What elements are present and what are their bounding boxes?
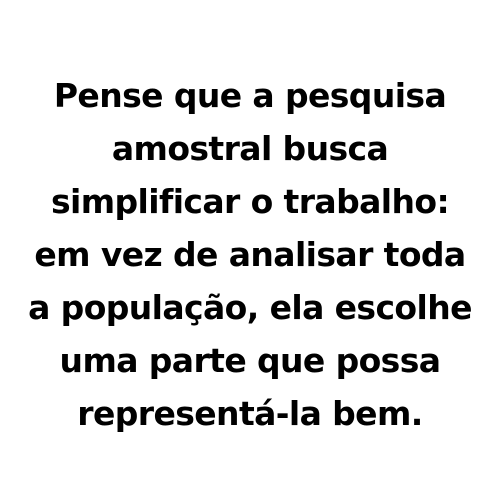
quote-line-5: a população, ela escolhe bbox=[28, 287, 472, 327]
quote-line-3: simplificar o trabalho: bbox=[50, 181, 450, 221]
quote-text bbox=[10, 69, 490, 440]
quote-line-7: representá-la bem. bbox=[77, 393, 423, 433]
quote-line-2: amostral busca bbox=[111, 128, 389, 168]
quote-line-6: uma parte que possa bbox=[59, 340, 441, 380]
quote-line-4: em vez de analisar toda bbox=[34, 234, 466, 274]
quote-line-1: Pense que a pesquisa bbox=[53, 75, 447, 115]
